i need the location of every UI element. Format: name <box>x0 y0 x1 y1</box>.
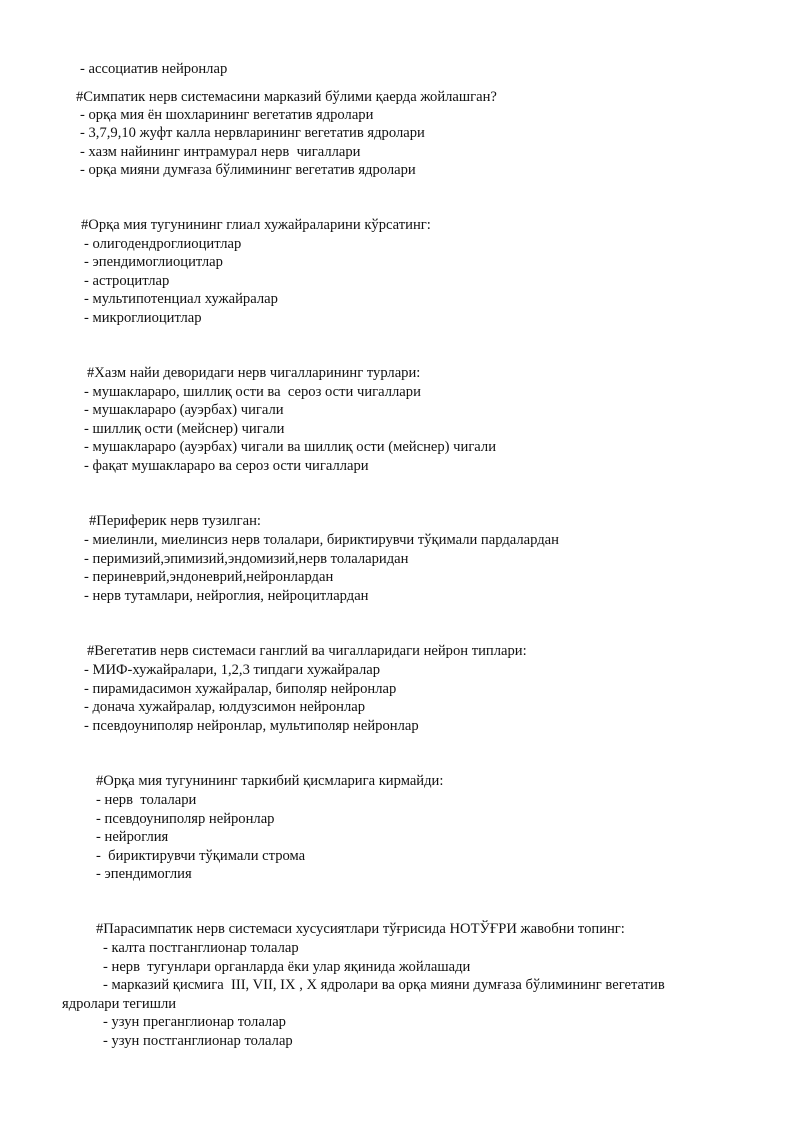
answer: - хазм найининг интрамурал нерв чигаллари <box>80 144 361 160</box>
answer: - мушакларaро, шиллиқ ости ва сероз ости чигаллари <box>84 384 421 400</box>
question-1: #Симпатик нерв системасини марказий бўлими қаерда жойлашган? <box>76 89 497 105</box>
answer: - олигодендроглиоцитлар <box>84 236 242 252</box>
answer: - периневрий,эндоневрий,нейронлардан <box>84 569 334 585</box>
answer: - фақат мушакларaро ва сероз ости чигаллари <box>84 458 369 474</box>
answer: - калта постганглионар толалар <box>103 940 299 956</box>
answer: - мушакларaро (ауэрбах) чигали <box>84 402 284 418</box>
answer: - нерв толалари <box>96 792 197 808</box>
answer: - нерв тутамлари, нейроглия, нейроцитлардан <box>84 588 369 604</box>
answer: - пирамидасимон хужайралар, биполяр нейронлар <box>84 681 397 697</box>
answer: - эпендимоглиоцитлар <box>84 254 223 270</box>
question-3: #Хазм найи деворидаги нерв чигалларининг турлари: <box>87 365 421 381</box>
answer: - орқа мия ён шохларининг вегетатив ядролари <box>80 107 374 123</box>
answer: - нейроглия <box>96 829 169 845</box>
answer: - марказий қисмига III, VII, IX , X ядролари ва орқа мияни думғаза бўлимининг вегетатив <box>103 977 665 993</box>
answer: - шиллиқ ости (мейснер) чигали <box>84 421 285 437</box>
answer: - астроцитлар <box>84 273 170 289</box>
question-2: #Орқа мия тугунининг глиал хужайраларини кўрсатинг: <box>81 217 431 233</box>
answer: - орқа мияни думғаза бўлимининг вегетатив ядролари <box>80 162 416 178</box>
question-7: #Парасимпатик нерв системаси хусусиятлари тўғрисида НОТЎҒРИ жавобни топинг: <box>96 921 625 937</box>
answer: - псевдоуниполяр нейронлар <box>96 811 275 827</box>
answer: - донача хужайралар, юлдузсимон нейронлар <box>84 699 366 715</box>
answer: - микроглиоцитлар <box>84 310 202 326</box>
answer: - мультипотенциал хужайралар <box>84 291 278 307</box>
answer: - МИФ-хужайралари, 1,2,3 типдаги хужайралар <box>84 662 381 678</box>
answer: - эпендимоглия <box>96 866 192 882</box>
question-5: #Вегетатив нерв системаси ганглий ва чигалларидаги нейрон типлари: <box>87 643 527 659</box>
question-4: #Периферик нерв тузилган: <box>89 513 261 529</box>
answer: - миелинли, миелинсиз нерв толалари, бириктирувчи тўқимали пардалардан <box>84 532 559 548</box>
answer: - нерв тугунлари органларда ёки улар яқинида жойлашади <box>103 959 471 975</box>
answer: - бириктирувчи тўқимали строма <box>96 848 306 864</box>
question-6: #Орқа мия тугунининг таркибий қисмларига кирмайди: <box>96 773 444 789</box>
lead-answer: - ассоциатив нейронлар <box>80 61 228 77</box>
answer: - 3,7,9,10 жуфт калла нервларининг вегетатив ядролари <box>80 125 425 141</box>
answer: - мушакларaро (ауэрбах) чигали ва шиллиқ ости (мейснер) чигали <box>84 439 497 455</box>
answer: - перимизий,эпимизий,эндомизий,нерв толаларидан <box>84 551 409 567</box>
answer-continuation: ядролари тегишли <box>62 996 177 1012</box>
answer: - псевдоуниполяр нейронлар, мультиполяр нейронлар <box>84 718 419 734</box>
answer: - узун постганглионар толалар <box>103 1033 293 1049</box>
answer: - узун преганглионар толалар <box>103 1014 286 1030</box>
